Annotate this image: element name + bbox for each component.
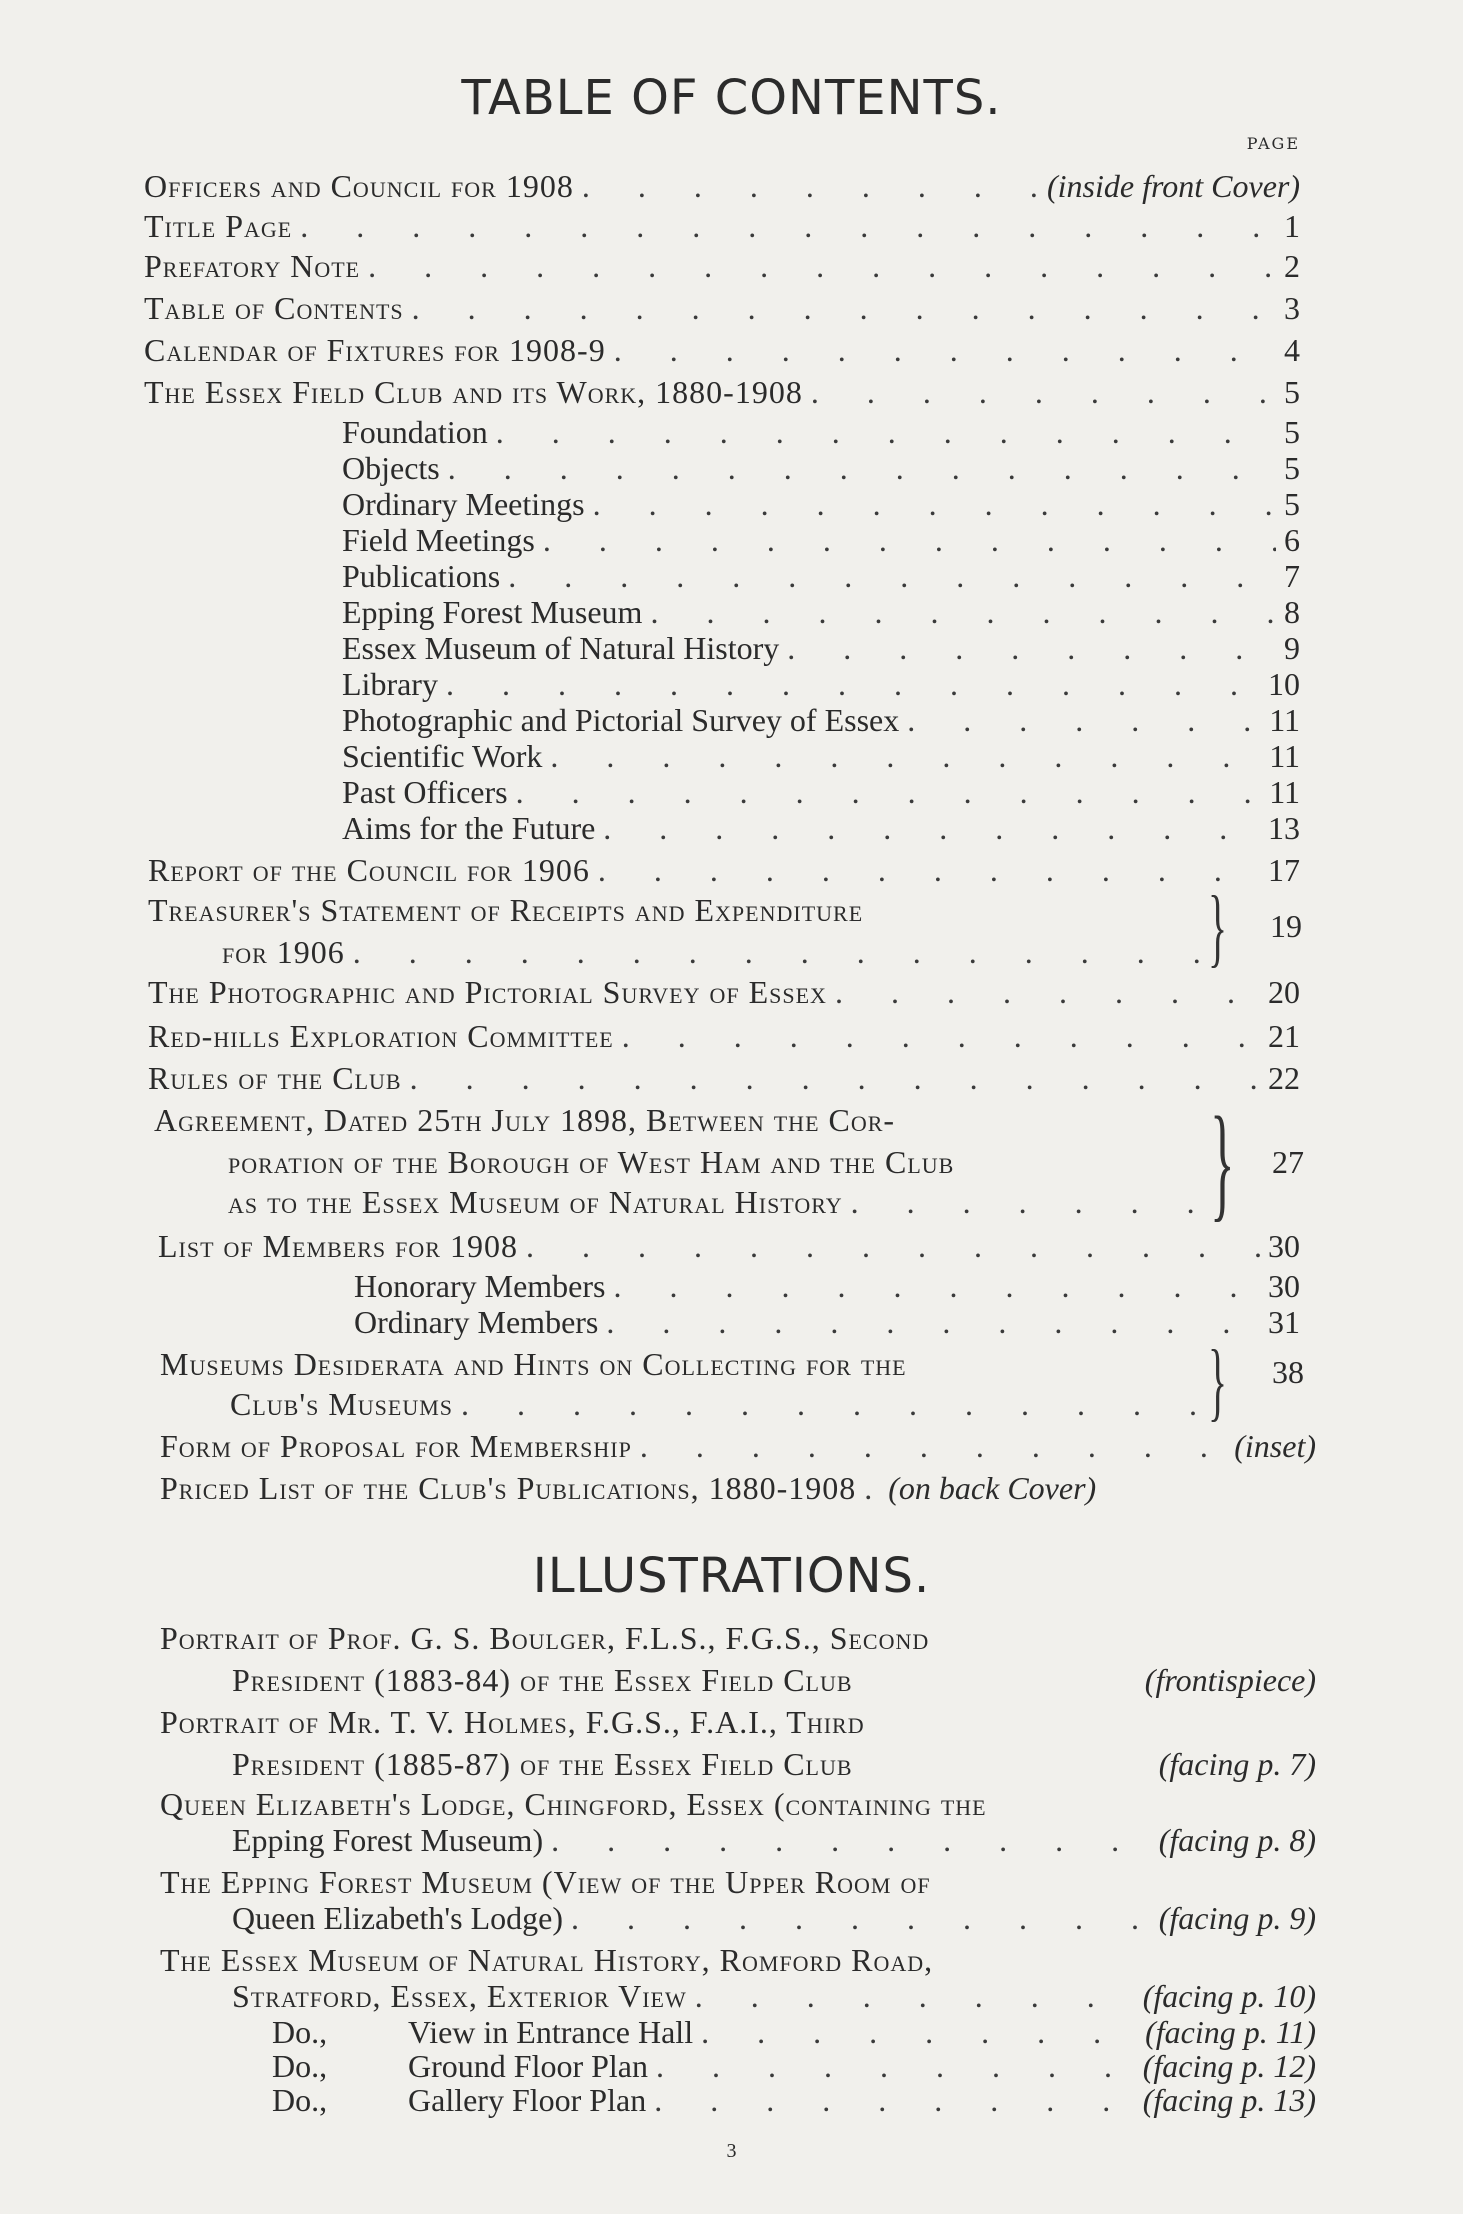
toc-entry-page: 30 [1268,1268,1300,1304]
toc-entry-page: 11 [1269,738,1300,774]
toc-entry-page: 20 [1268,974,1300,1010]
toc-subentry [342,556,1300,596]
toc-subentry [342,520,1300,560]
toc-entry-text: Priced List of the Club's Publications, 1880-1908 [160,1470,857,1506]
toc-entry-multiline [222,932,1228,972]
illustration-page: (facing p. 12) [1142,2048,1316,2084]
toc-entry [148,850,1300,890]
illustration-entry [232,1820,1316,1860]
dot-leader [598,850,1260,890]
toc-entry-text: Museums Desiderata and Hints on Collecting for the [160,1346,907,1382]
toc-entry [144,330,1300,370]
toc-entry [148,1058,1300,1098]
toc-subentry [342,484,1300,524]
illustration-entry [160,1702,1310,1742]
dot-leader [353,932,1220,972]
toc-entry-page: 13 [1268,810,1300,846]
toc-entry-multiline [230,1384,1226,1424]
toc-subentry [342,808,1300,848]
toc-entry-text: Foundation [342,414,488,450]
toc-entry-text: Calendar of Fixtures for 1908-9 [144,332,606,368]
toc-entry-page: 22 [1268,1060,1300,1096]
toc-entry-page: 7 [1284,558,1300,594]
toc-entry-page: (inset) [1234,1428,1316,1464]
dot-leader [412,288,1276,328]
toc-subentry [342,592,1300,632]
toc-entry-text: Past Officers [342,774,508,810]
dot-leader [835,972,1260,1012]
toc-entry-text: Library [342,666,438,702]
toc-entry-text: The Photographic and Pictorial Survey of Essex [148,974,827,1010]
toc-entry [160,1468,1316,1508]
toc-entry-text: Red-hills Exploration Committee [148,1018,614,1054]
dot-leader [410,1058,1260,1098]
dot-leader [695,1976,1135,2016]
illustration-page: (facing p. 10) [1142,1978,1316,2014]
toc-entry [144,288,1300,328]
right-brace: } [1208,879,1228,976]
toc-entry-text: as to the Essex Museum of Natural History [228,1184,843,1220]
page-column-label: PAGE [1246,134,1300,153]
toc-entry-text: Table of Contents [144,290,404,326]
dot-leader [448,448,1276,488]
illustration-entry [160,1784,1310,1824]
illustration-page: (facing p. 8) [1158,1822,1316,1858]
toc-entry-page: 19 [1270,908,1302,944]
toc-entry-text: Ordinary Meetings [342,486,585,522]
toc-entry-text: Aims for the Future [342,810,596,846]
toc-entry-page: 30 [1268,1228,1300,1264]
toc-entry [144,166,1300,206]
toc-entry-text: Field Meetings [342,522,535,558]
dot-leader [606,1302,1260,1342]
illustration-text: The Essex Museum of Natural History, Romford Road, [160,1942,934,1978]
dot-leader [550,736,1261,776]
illustration-entry [160,1940,1310,1980]
dot-leader [593,484,1276,524]
toc-entry-text: Title Page [144,208,293,244]
dot-leader [368,246,1276,286]
toc-entry-page: 11 [1269,702,1300,738]
ditto-label: Do., [272,2082,328,2118]
toc-entry-multiline [160,1344,1226,1384]
toc-entry-page: 5 [1284,450,1300,486]
toc-entry [148,1016,1300,1056]
dot-leader [787,628,1276,668]
toc-entry-multiline [228,1182,1228,1222]
illustration-entry [160,1862,1310,1902]
contents-heading: TABLE OF CONTENTS. [461,70,1002,126]
toc-subentry [342,736,1300,776]
illustration-text: Stratford, Essex, Exterior View [232,1978,687,2014]
ditto-label: Do., [272,2014,328,2050]
toc-entry-text: Agreement, Dated 25th July 1898, Between the Cor- [154,1102,896,1138]
illustration-page: (frontispiece) [1144,1662,1316,1698]
illustration-entry [272,2080,1316,2120]
illustrations-heading: ILLUSTRATIONS. [532,1548,931,1604]
toc-subentry [342,664,1300,704]
illustration-page: (facing p. 9) [1158,1900,1316,1936]
toc-entry-page: 21 [1268,1018,1300,1054]
illustration-entry [232,1898,1316,1938]
toc-entry-page: (on back Cover) [888,1470,1097,1506]
toc-subentry [342,448,1300,488]
dot-leader [571,1898,1151,1938]
dot-leader [614,330,1276,370]
toc-entry-page: 1 [1284,208,1300,244]
illustration-text: Ground Floor Plan [408,2048,648,2084]
toc-entry [148,972,1300,1012]
toc-entry-page: 38 [1272,1354,1304,1390]
dot-leader [526,1226,1260,1266]
illustration-text: Portrait of Prof. G. S. Boulger, F.L.S., F.G.S., Second [160,1620,930,1656]
illustration-page: (facing p. 11) [1145,2014,1316,2050]
toc-entry-text: Epping Forest Museum [342,594,643,630]
toc-subentry [342,628,1300,668]
toc-entry-page: 17 [1268,852,1300,888]
toc-entry-page: 4 [1284,332,1300,368]
toc-entry-text: Treasurer's Statement of Receipts and Expenditure [148,892,864,928]
dot-leader [650,592,1276,632]
illustration-text: President (1883-84) of the Essex Field Club [232,1662,853,1698]
illustration-text: Queen Elizabeth's Lodge, Chingford, Essex (containing the [160,1786,987,1822]
toc-entry-page: 3 [1284,290,1300,326]
toc-entry-page: 6 [1284,522,1300,558]
toc-entry-text: Scientific Work [342,738,543,774]
dot-leader [551,1820,1151,1860]
toc-entry-page: 9 [1284,630,1300,666]
toc-entry-text: Essex Museum of Natural History [342,630,780,666]
dot-leader [864,1468,880,1508]
toc-entry-text: poration of the Borough of West Ham and the Club [228,1144,955,1180]
toc-entry [144,246,1300,286]
toc-entry-page: 11 [1269,774,1300,810]
illustration-text: View in Entrance Hall [408,2014,694,2050]
toc-subentry [342,772,1300,812]
dot-leader [603,808,1260,848]
toc-entry-text: Publications [342,558,501,594]
dot-leader [300,206,1276,246]
illustration-entry [232,1660,1316,1700]
toc-entry-text: Ordinary Members [354,1304,599,1340]
toc-subentry [342,700,1300,740]
illustration-entry [232,1744,1316,1784]
toc-entry-text: Club's Museums [230,1386,454,1422]
toc-entry-page: 2 [1284,248,1300,284]
dot-leader [640,1426,1226,1466]
toc-entry [158,1226,1300,1266]
toc-entry-page: 5 [1284,414,1300,450]
toc-subentry [342,412,1300,452]
illustration-page: (facing p. 13) [1142,2082,1316,2118]
dot-leader [543,520,1276,560]
illustration-text: President (1885-87) of the Essex Field Club [232,1746,853,1782]
toc-entry-page: 27 [1272,1144,1304,1180]
dot-leader [622,1016,1260,1056]
page-number: 3 [726,2140,737,2162]
illustration-text: Portrait of Mr. T. V. Holmes, F.G.S., F.A.I., Third [160,1704,865,1740]
toc-entry-page: 5 [1284,486,1300,522]
dot-leader [446,664,1260,704]
toc-entry-multiline [148,890,1228,930]
toc-entry-text: Rules of the Club [148,1060,402,1096]
toc-entry [160,1426,1316,1466]
illustration-entry [232,1976,1316,2016]
dot-leader [516,772,1262,812]
dot-leader [811,372,1276,412]
right-brace: } [1208,1333,1228,1430]
right-brace: } [1210,1091,1235,1233]
toc-entry-text: Photographic and Pictorial Survey of Essex [342,702,900,738]
dot-leader [461,1384,1218,1424]
toc-entry-page: (inside front Cover) [1047,168,1300,204]
dot-leader [508,556,1276,596]
toc-entry-text: for 1906 [222,934,345,970]
toc-entry-page: 8 [1284,594,1300,630]
illustration-text: Queen Elizabeth's Lodge) [232,1900,563,1936]
toc-entry-text: Prefatory Note [144,248,361,284]
dot-leader [582,166,1039,206]
toc-subentry [354,1266,1300,1306]
illustration-text: Epping Forest Museum) [232,1822,544,1858]
illustration-text: Gallery Floor Plan [408,2082,647,2118]
illustration-page: (facing p. 7) [1158,1746,1316,1782]
toc-subentry [354,1302,1300,1342]
dot-leader [654,2080,1135,2120]
illustration-entry [160,1618,1310,1658]
toc-entry [144,206,1300,246]
toc-entry-multiline [228,1142,1228,1182]
toc-entry-text: Objects [342,450,440,486]
toc-entry-text: List of Members for 1908 [158,1228,518,1264]
toc-entry-page: 5 [1284,374,1300,410]
illustration-text: The Epping Forest Museum (View of the Upper Room of [160,1864,931,1900]
dot-leader [496,412,1276,452]
toc-entry-text: Officers and Council for 1908 [144,168,574,204]
dot-leader [907,700,1261,740]
ditto-label: Do., [272,2048,328,2084]
toc-entry [144,372,1300,412]
toc-entry-text: Report of the Council for 1906 [148,852,590,888]
toc-entry-page: 31 [1268,1304,1300,1340]
toc-entry-text: The Essex Field Club and its Work, 1880-1908 [144,374,803,410]
toc-entry-page: 10 [1268,666,1300,702]
dot-leader [613,1266,1260,1306]
dot-leader [851,1182,1220,1222]
toc-entry-text: Form of Proposal for Membership [160,1428,632,1464]
toc-entry-text: Honorary Members [354,1268,606,1304]
toc-entry-multiline [154,1100,1228,1140]
